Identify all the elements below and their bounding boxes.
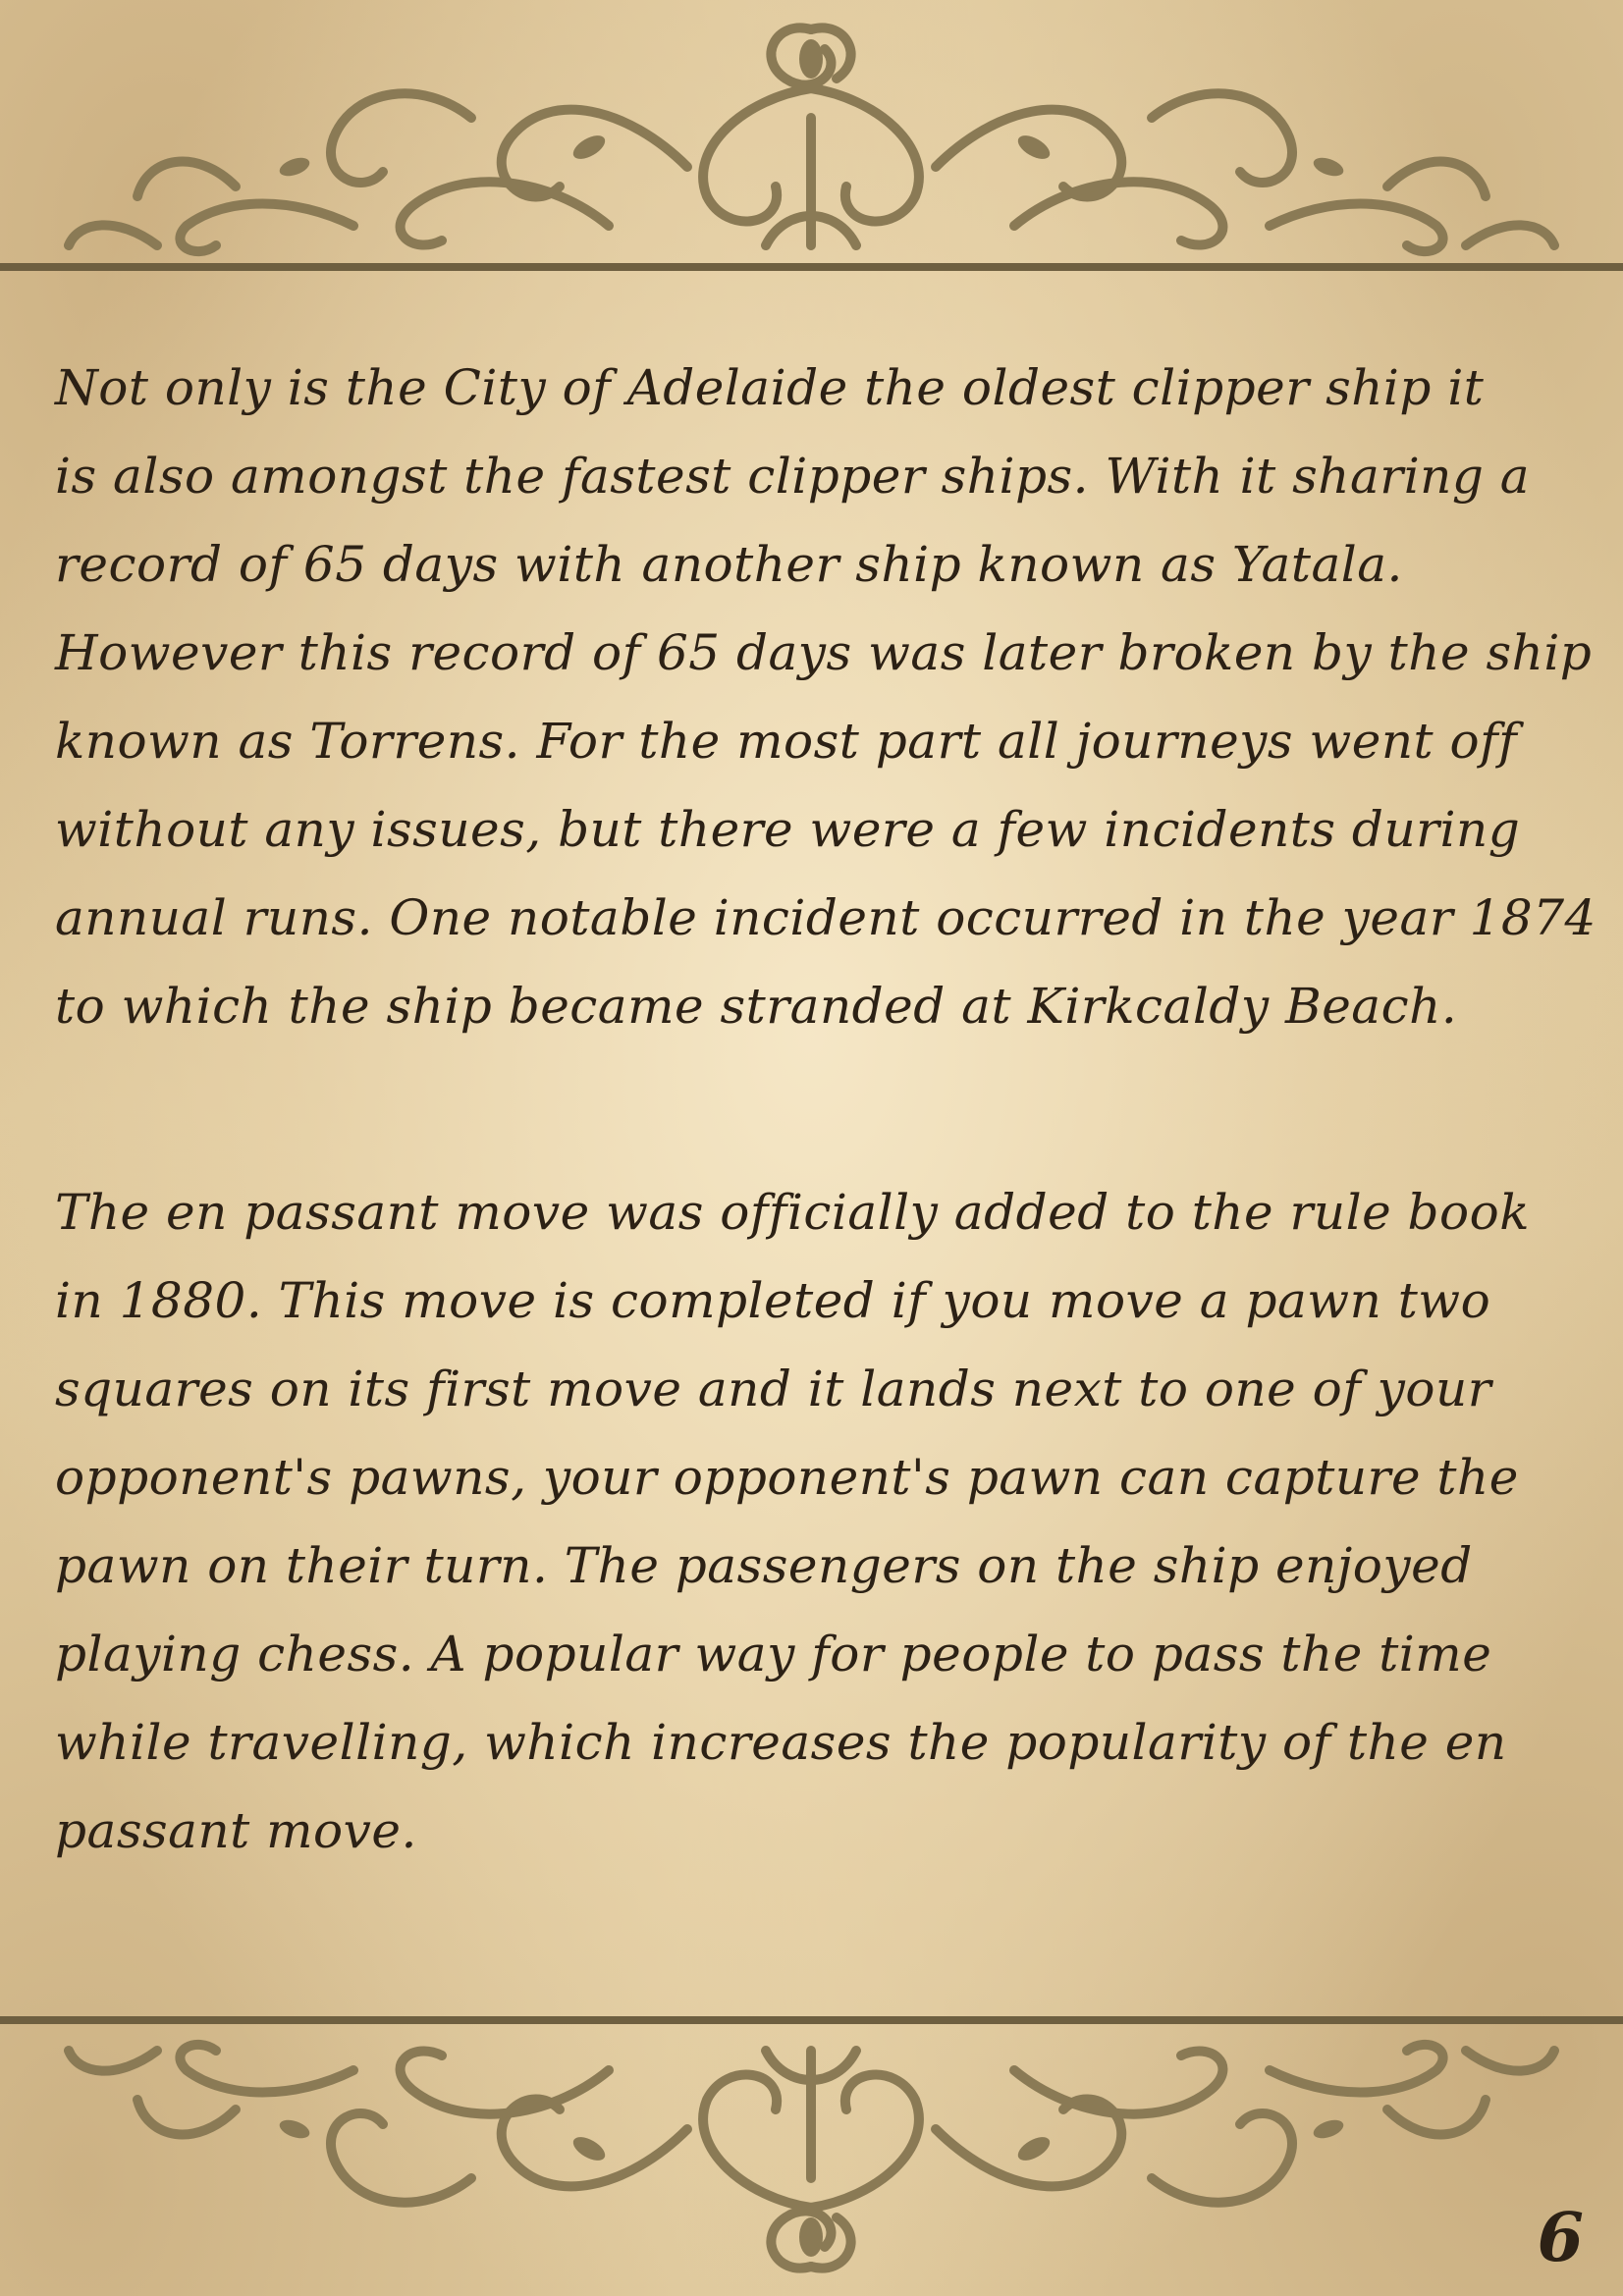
paragraph-line: while travelling, which increases the popularity of the en — [55, 1714, 1507, 1771]
top-ornament — [0, 0, 1623, 285]
paragraph-line: opponent's pawns, your opponent's pawn can capture the — [55, 1449, 1519, 1506]
bottom-ornament — [0, 2002, 1623, 2296]
paragraph-line: annual runs. One notable incident occurred in the year 1874 — [55, 889, 1596, 946]
page-number: 6 — [1537, 2199, 1584, 2277]
bottom-ornament-graphic — [0, 2002, 1623, 2296]
paragraph-2 — [55, 1168, 1587, 1875]
paragraph-line: passant move. — [55, 1802, 417, 1859]
paragraph-line: playing chess. A popular way for people to pass the time — [55, 1626, 1492, 1682]
paragraph-line: is also amongst the fastest clipper ships. With it sharing a — [55, 448, 1531, 505]
paragraph-line: record of 65 days with another ship known as Yatala. — [55, 536, 1403, 593]
paragraph-line: Not only is the City of Adelaide the oldest clipper ship it — [55, 359, 1485, 416]
paragraph-1 — [55, 344, 1596, 1050]
paragraph-line: to which the ship became stranded at Kirkcaldy Beach. — [55, 978, 1458, 1035]
paragraph-line: The en passant move was officially added to the rule book — [55, 1184, 1531, 1241]
paragraph-line: without any issues, but there were a few incidents during — [55, 801, 1521, 858]
paragraph-line: pawn on their turn. The passengers on the ship enjoyed — [55, 1537, 1473, 1594]
top-ornament-graphic — [0, 0, 1623, 285]
paragraph-line: squares on its first move and it lands next to one of your — [55, 1361, 1492, 1417]
paragraph-line: known as Torrens. For the most part all journeys went off — [55, 713, 1518, 770]
paragraph-line: in 1880. This move is completed if you move a pawn two — [55, 1272, 1491, 1329]
paragraph-line: However this record of 65 days was later broken by the ship — [55, 624, 1593, 681]
